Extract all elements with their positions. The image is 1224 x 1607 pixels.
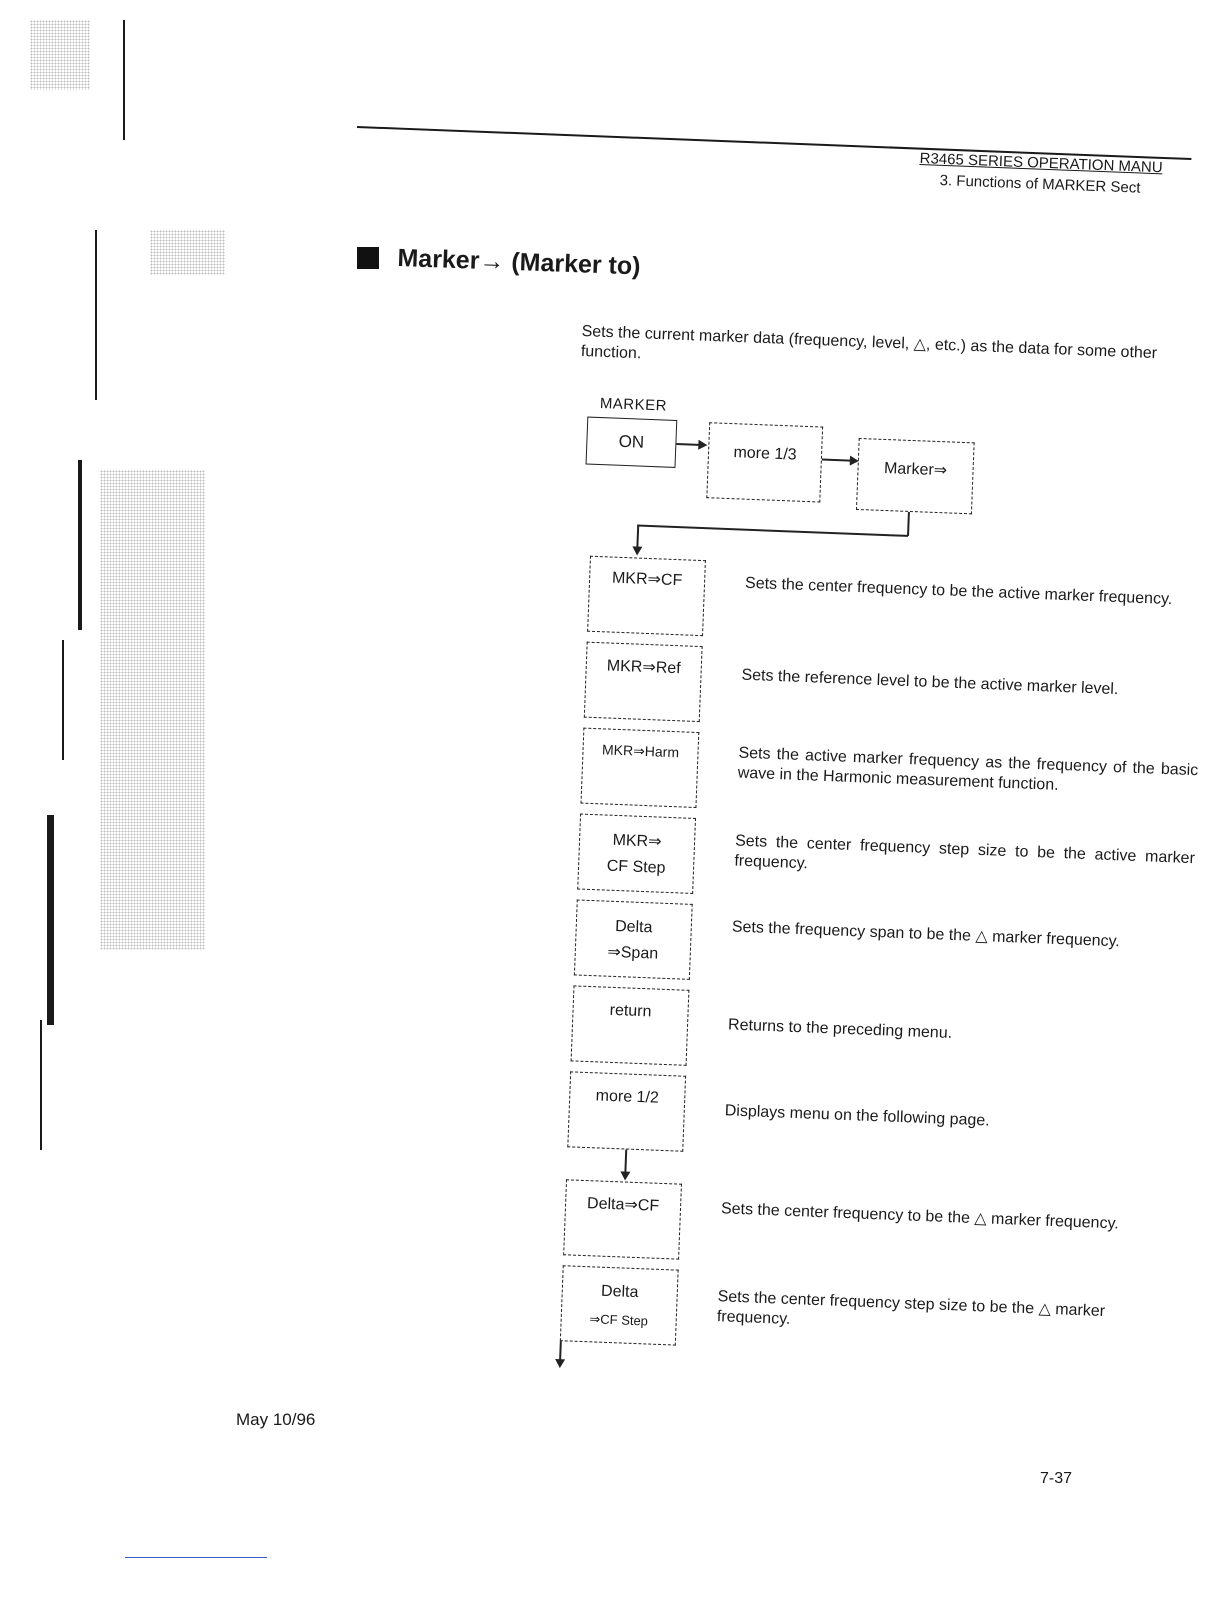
- softkey-mkr-ref[interactable]: [584, 642, 703, 722]
- scan-edge-mark: [125, 1557, 267, 1558]
- flow-arrow-down-icon: [620, 1171, 630, 1180]
- more-1-3-key[interactable]: more 1/3: [706, 422, 823, 502]
- softkey-delta-span[interactable]: [574, 899, 693, 979]
- softkey-delta-cf[interactable]: [563, 1179, 682, 1259]
- softkey-description: Sets the reference level to be the active marker level.: [741, 666, 1119, 699]
- flow-arrow-icon: [698, 440, 707, 450]
- softkey-delta-cf-step[interactable]: [560, 1265, 679, 1345]
- softkey-label-2: ⇒CF Step: [589, 1311, 649, 1329]
- flow-connector-line: [636, 525, 638, 549]
- header-section-name: 3. Functions of MARKER Sect: [939, 172, 1141, 197]
- flow-connector-line: [624, 1150, 626, 1174]
- softkey-description: Sets the center frequency step size to be the △ marker frequency.: [716, 1288, 1106, 1328]
- footer-date: May 10/96: [236, 1410, 316, 1429]
- softkey-mkr-harm[interactable]: [580, 728, 699, 808]
- softkey-description: Sets the center frequency to be the △ marker frequency.: [720, 1200, 1120, 1233]
- softkey-label-2: ⇒Span: [607, 943, 659, 963]
- softkey-label: Delta⇒CF: [586, 1195, 660, 1215]
- softkey-description: Returns to the preceding menu.: [727, 1016, 953, 1042]
- softkey-label: MKR⇒: [612, 831, 662, 851]
- softkey-return[interactable]: [571, 985, 690, 1065]
- softkey-more-1-2[interactable]: [567, 1071, 686, 1151]
- flow-arrow-down-icon: [555, 1359, 565, 1368]
- softkey-label: MKR⇒Ref: [606, 657, 681, 678]
- flow-connector-line: [637, 525, 908, 537]
- softkey-label: MKR⇒Harm: [601, 741, 680, 761]
- softkey-label: Delta: [614, 917, 653, 937]
- softkey-description: Sets the center frequency to be the active marker frequency.: [744, 574, 1173, 609]
- softkey-description: Sets the center frequency step size to be the active marker frequency.: [734, 832, 1196, 873]
- softkey-mkr-cf[interactable]: [587, 556, 706, 636]
- softkey-description: Sets the frequency span to be the △ marker frequency.: [731, 918, 1121, 951]
- header-manual-title: R3465 SERIES OPERATION MANU: [919, 150, 1163, 177]
- marker-on-key[interactable]: ON: [586, 417, 678, 468]
- intro-text: Sets the current marker data (frequency, level, △, etc.) as the data for some other function.: [580, 322, 1158, 363]
- softkey-description: Displays menu on the following page.: [724, 1102, 990, 1130]
- marker-menu-label: MARKER: [599, 395, 668, 415]
- softkey-label: more 1/2: [595, 1087, 660, 1107]
- softkey-label: Delta: [600, 1282, 639, 1302]
- softkey-label: return: [609, 1001, 652, 1021]
- flow-connector-line: [907, 512, 909, 536]
- page-number: 7-37: [1040, 1470, 1073, 1487]
- softkey-description: Sets the active marker frequency as the frequency of the basic wave in the Harmonic measurement function.: [737, 744, 1199, 794]
- marker-to-key[interactable]: Marker⇒: [856, 438, 975, 514]
- section-title: Marker→ (Marker to): [397, 244, 641, 281]
- softkey-label: MKR⇒CF: [611, 569, 683, 590]
- softkey-mkr-cf-step[interactable]: [577, 814, 696, 894]
- softkey-label-2: CF Step: [606, 857, 666, 877]
- flow-arrow-down-icon: [632, 546, 642, 555]
